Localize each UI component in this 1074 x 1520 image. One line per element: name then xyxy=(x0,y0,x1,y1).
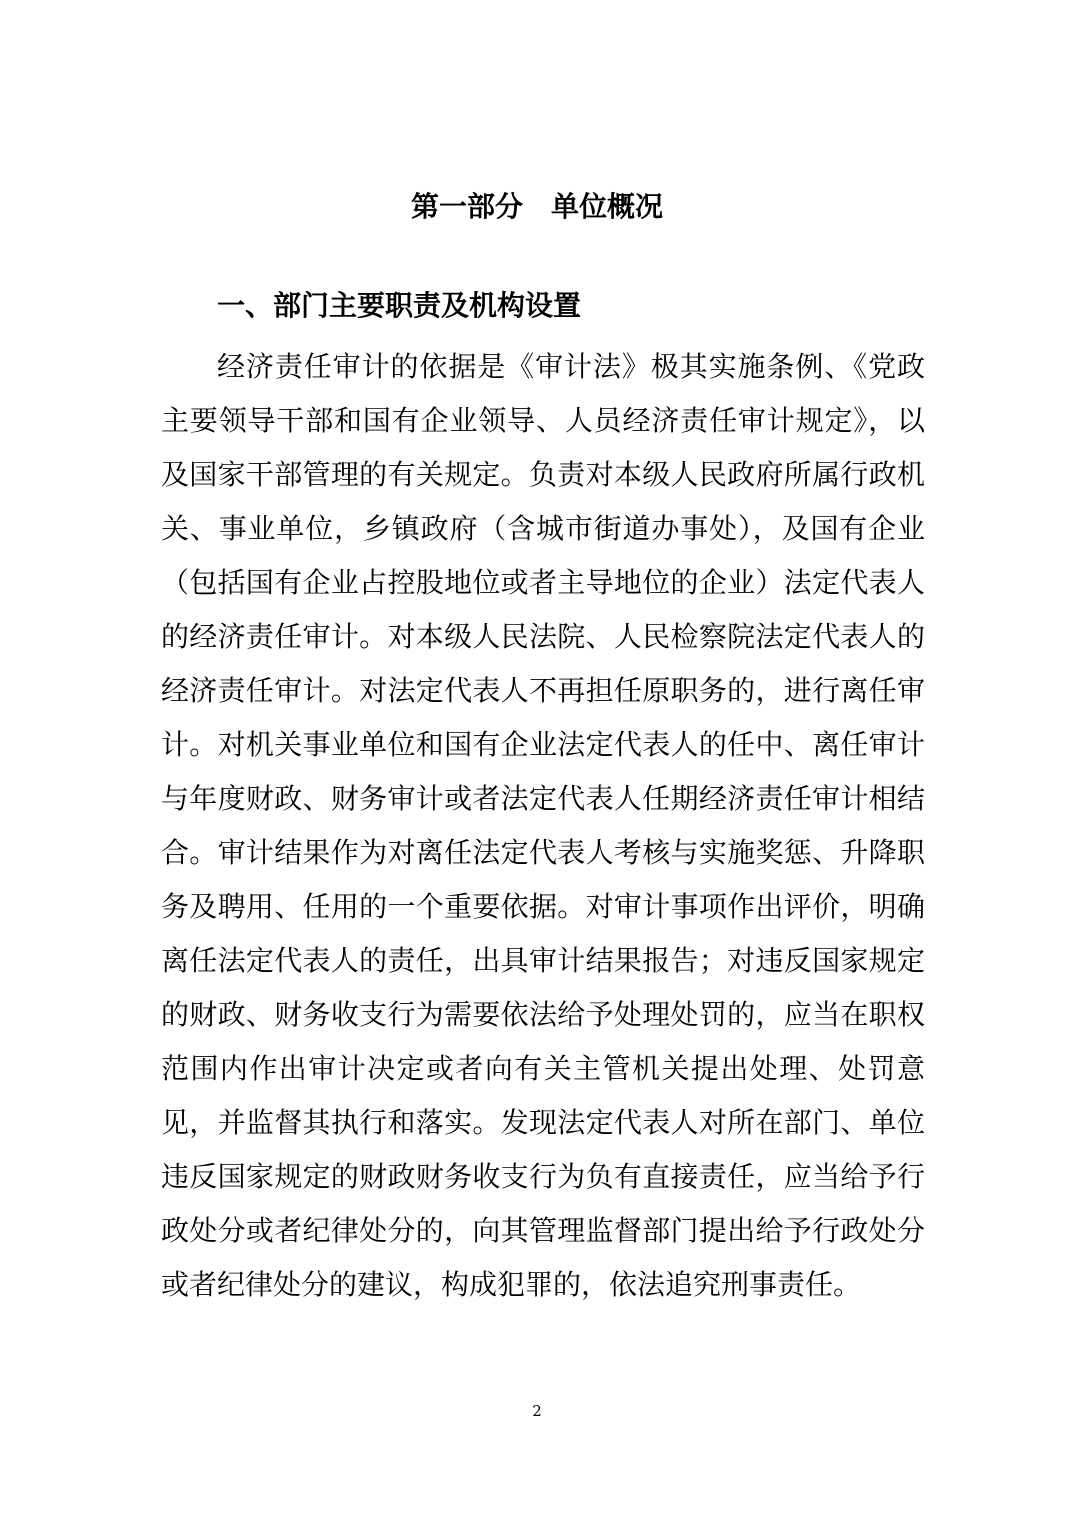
paragraph-line: 与年度财政、财务审计或者法定代表人任期经济责任审计相结 xyxy=(161,782,925,815)
paragraph-line: 的财政、财务收支行为需要依法给予处理处罚的，应当在职权 xyxy=(161,998,925,1031)
paragraph-line: 范围内作出审计决定或者向有关主管机关提出处理、处罚意 xyxy=(161,1052,925,1085)
paragraph-line: 离任法定代表人的责任，出具审计结果报告；对违反国家规定 xyxy=(161,944,925,977)
page-number: 2 xyxy=(532,1402,542,1420)
part-title: 第一部分 单位概况 xyxy=(410,190,663,223)
paragraph-line: 见，并监督其执行和落实。发现法定代表人对所在部门、单位 xyxy=(161,1106,925,1139)
paragraph-line: 主要领导干部和国有企业领导、人员经济责任审计规定》，以 xyxy=(161,404,925,437)
body-paragraph xyxy=(161,340,925,1312)
paragraph-line: （包括国有企业占控股地位或者主导地位的企业）法定代表人 xyxy=(161,566,925,599)
paragraph-line: 政处分或者纪律处分的，向其管理监督部门提出给予行政处分 xyxy=(161,1214,925,1247)
paragraph-line: 经济责任审计的依据是《审计法》极其实施条例、《党政 xyxy=(217,350,925,383)
paragraph-line: 违反国家规定的财政财务收支行为负有直接责任，应当给予行 xyxy=(161,1160,925,1193)
paragraph-line: 经济责任审计。对法定代表人不再担任原职务的，进行离任审 xyxy=(161,674,925,707)
paragraph-line: 的经济责任审计。对本级人民法院、人民检察院法定代表人的 xyxy=(161,620,925,653)
paragraph-line: 及国家干部管理的有关规定。负责对本级人民政府所属行政机 xyxy=(161,458,925,491)
paragraph-line: 关、事业单位，乡镇政府（含城市街道办事处），及国有企业 xyxy=(161,512,925,545)
paragraph-line: 或者纪律处分的建议，构成犯罪的，依法追究刑事责任。 xyxy=(161,1268,862,1301)
paragraph-line: 计。对机关事业单位和国有企业法定代表人的任中、离任审计 xyxy=(161,728,925,761)
section-heading: 一、部门主要职责及机构设置 xyxy=(217,289,582,322)
paragraph-line: 合。审计结果作为对离任法定代表人考核与实施奖惩、升降职 xyxy=(161,836,925,869)
paragraph-line: 务及聘用、任用的一个重要依据。对审计事项作出评价，明确 xyxy=(161,890,925,923)
